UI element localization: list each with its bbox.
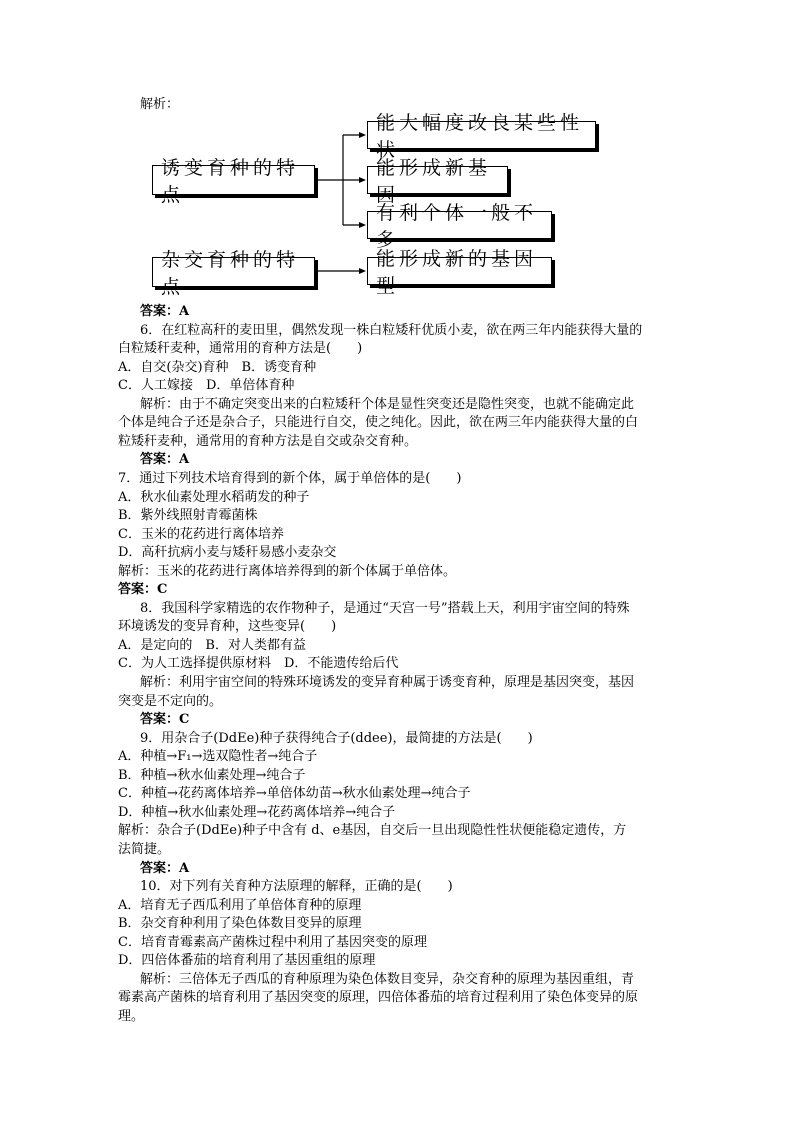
text-line: 6．在红粒高秆的麦田里，偶然发现一株白粒矮秆优质小麦，欲在两三年内能获得大量的 [140, 322, 643, 338]
text-line: D．种植→秋水仙素处理→花药离体培养→纯合子 [118, 804, 396, 820]
text-line: B．紫外线照射青霉菌株 [118, 508, 258, 524]
hybrid-breeding-box: 杂交育种的特点 [152, 257, 315, 287]
text-line: 解析：三倍体无子西瓜的育种原理为染色体数目变异，杂交育种的原理为基因重组，青 [140, 971, 635, 987]
text-line: 理。 [118, 1008, 145, 1024]
text-line: 突变是不定向的。 [118, 693, 223, 709]
text-line: 9．用杂合子(DdEe)种子获得纯合子(ddee)，最简捷的方法是( ) [140, 730, 533, 746]
text-line: A．秋水仙素处理水稻萌发的种子 [118, 489, 310, 505]
text-line: 解析：杂合子(DdEe)种子中含有 d、e基因，自交后一旦出现隐性性状便能稳定遗传，方 [118, 823, 627, 839]
text-line: 解析：由于不确定突变出来的白粒矮秆个体是显性突变还是隐性突变，也就不能确定此 [140, 396, 635, 412]
mutation-breeding-box: 诱变育种的特点 [152, 165, 315, 195]
text-line: 解析：玉米的花药进行离体培养得到的新个体属于单倍体。 [118, 563, 457, 579]
text-line: 答案：A [140, 452, 190, 468]
analysis-header: 解析： [140, 97, 180, 112]
text-line: 解析：利用宇宙空间的特殊环境诱发的变异育种属于诱变育种，原理是基因突变，基因 [140, 675, 635, 690]
text-line: D．高秆抗病小麦与矮秆易感小麦杂交 [118, 545, 337, 561]
text-line: A．种植→F₁→选双隐性者→纯合子 [118, 749, 318, 765]
text-line: B．杂交育种利用了染色体数目变异的原理 [118, 916, 362, 932]
text-line: 7．通过下列技术培育得到的新个体，属于单倍体的是( ) [118, 470, 462, 486]
text-line: 环境诱发的变异育种，这些变异( ) [118, 619, 337, 635]
text-line: A．自交(杂交)育种 B．诱变育种 [118, 359, 317, 375]
mutation-feature-2: 能形成新基因 [367, 166, 508, 194]
text-line: B．种植→秋水仙素处理→纯合子 [118, 767, 306, 783]
text-line: 10．对下列有关育种方法原理的解释，正确的是( ) [140, 879, 453, 895]
text-line: C．种植→花药离体培养→单倍体幼苗→秋水仙素处理→纯合子 [118, 786, 471, 802]
text-line: 答案：C [118, 582, 168, 598]
breeding-features-diagram [140, 112, 610, 298]
hybrid-feature: 能形成新的基因型 [367, 257, 552, 285]
text-line: 白粒矮秆麦种，通常用的育种方法是( ) [118, 341, 363, 357]
mutation-feature-3: 有利个体一般不多 [367, 211, 552, 239]
text-line: 法简捷。 [118, 841, 171, 857]
text-line: A．是定向的 B．对人类都有益 [118, 637, 306, 653]
text-line: 答案：A [140, 304, 190, 319]
text-line: C．为人工选择提供原材料 D．不能遗传给后代 [118, 656, 399, 672]
text-line: C．玉米的花药进行离体培养 [118, 526, 284, 542]
text-line: D．四倍体番茄的培育利用了基因重组的原理 [118, 953, 376, 969]
text-line: A．培育无子西瓜利用了单倍体育种的原理 [118, 897, 362, 913]
text-line: C．培育青霉素高产菌株过程中利用了基因突变的原理 [118, 934, 427, 950]
text-line: 个体是纯合子还是杂合子，只能进行自交，使之纯化。因此，欲在两三年内能获得大量的白 [118, 415, 639, 431]
mutation-feature-1: 能大幅度改良某些性状 [367, 121, 596, 149]
text-line: 答案：A [140, 860, 190, 876]
text-line: 霉素高产菌株的培育利用了基因突变的原理，四倍体番茄的培育过程利用了染色体变异的原 [118, 990, 639, 1006]
text-line: C．人工嫁接 D．单倍体育种 [118, 378, 295, 394]
text-line: 答案：C [140, 712, 190, 728]
text-line: 粒矮秆麦种，通常用的育种方法是自交或杂交育种。 [118, 433, 418, 449]
text-line: 8．我国科学家精选的农作物种子，是通过“天宫一号”搭载上天，利用宇宙空间的特殊 [140, 600, 630, 616]
